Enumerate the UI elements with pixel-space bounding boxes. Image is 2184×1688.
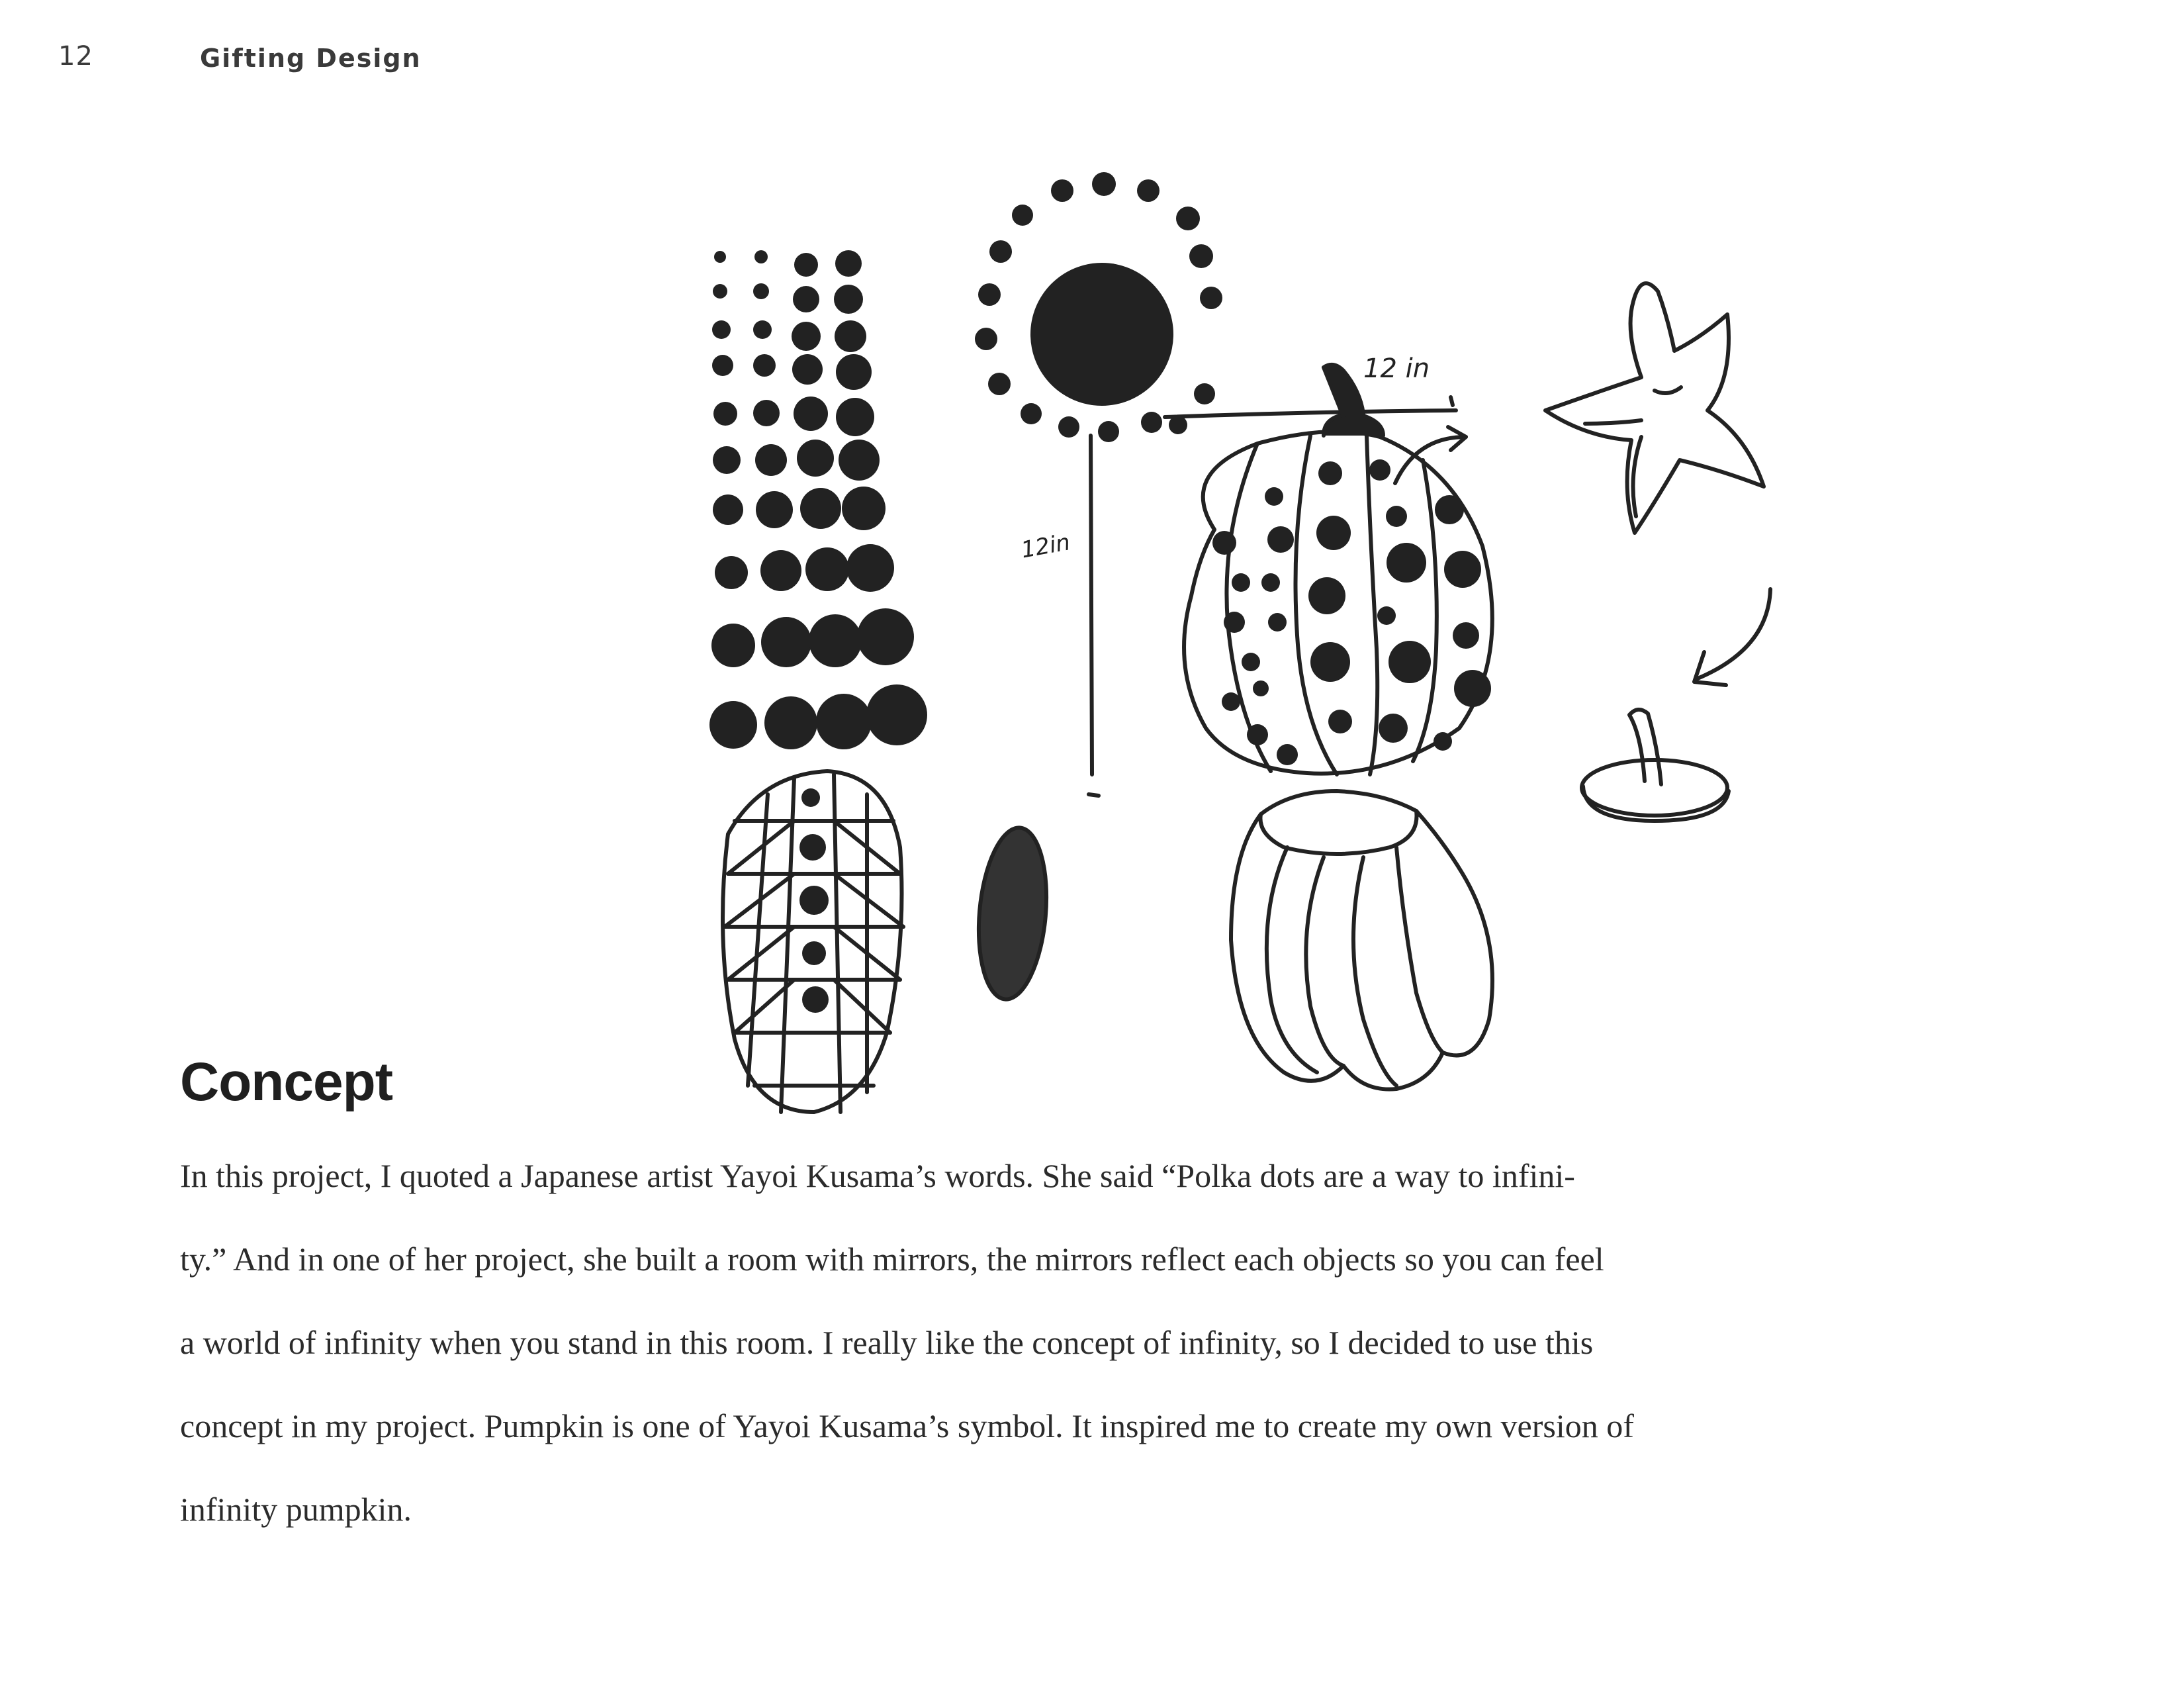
body-line: ty.” And in one of her project, she built a room with mirrors, the mirrors reflect each objects so you can feel [180, 1241, 1604, 1278]
concept-heading: Concept [180, 1052, 392, 1112]
lattice-egg [723, 771, 903, 1112]
body-line: a world of infinity when you stand in this room. I really like the concept of infinity, so I decided to use this [180, 1324, 1594, 1361]
body-line: concept in my project. Pumpkin is one of Yayoi Kusama’s symbol. It inspired me to create my own version of [180, 1407, 1634, 1444]
polka-dot-pumpkin [1184, 365, 1492, 774]
star-flower [1545, 283, 1764, 533]
running-title: Gifting Design [200, 44, 422, 73]
pumpkin-sketch-illustration [662, 159, 1919, 1152]
page-header [0, 41, 2184, 81]
body-line: infinity pumpkin. [180, 1491, 412, 1528]
width-annotation: 12 in [1363, 353, 1430, 384]
concept-body [180, 1155, 2033, 1572]
pumpkin-lid [1582, 710, 1729, 821]
body-line: In this project, I quoted a Japanese artist Yayoi Kusama’s words. She said “Polka dots are a way to infini- [180, 1157, 1575, 1194]
height-annotation: 12in [1019, 529, 1072, 564]
outline-pumpkin [1231, 791, 1492, 1090]
hatched-oval [972, 825, 1053, 1002]
polka-dot-gradient [709, 250, 927, 749]
page-number: 12 [58, 41, 93, 71]
dot-ring-sun [975, 172, 1222, 442]
